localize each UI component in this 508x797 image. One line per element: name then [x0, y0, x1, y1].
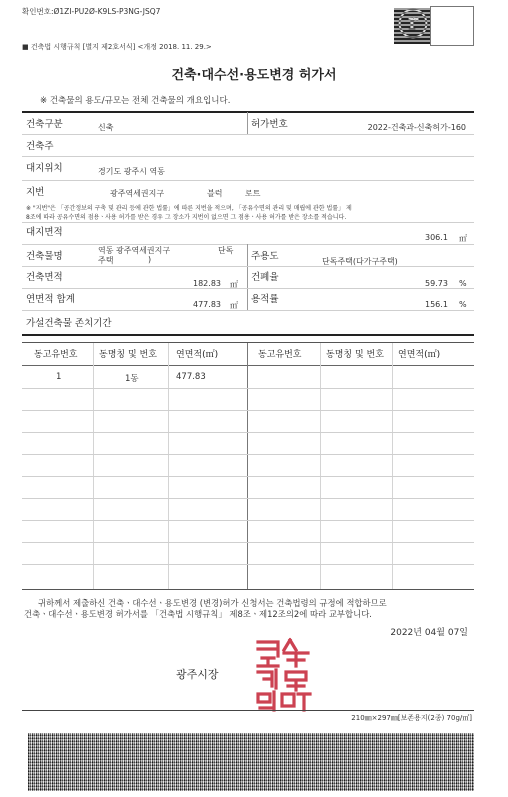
- form-reference: ■ 건축법 시행규칙 [별지 제2호서식] <개정 2018. 11. 29.>: [22, 43, 212, 51]
- lot-note-line-2: 8조에 따라 공유수면의 점용ㆍ사용 허가를 받은 경우 그 장소가 지번이 없으면 그 점용ㆍ사용 허가를 받은 장소를 적습니다.: [26, 214, 347, 221]
- row-rule: [22, 288, 474, 289]
- table-header-floor-area-right: 연면적(㎡): [398, 350, 441, 360]
- table-row-line: [22, 454, 474, 455]
- row-rule: [22, 244, 474, 245]
- row-rule: [22, 266, 474, 267]
- temporary-building-label: 가설건축물 존치기간: [26, 318, 112, 329]
- issue-date: 2022년 04월 07일: [390, 628, 468, 638]
- security-pattern-overlay: [28, 733, 474, 791]
- total-floor-area-unit: ㎡: [230, 301, 238, 310]
- column-divider: [247, 244, 248, 310]
- site-area-unit: ㎡: [459, 234, 467, 243]
- notice-text: ※ 건축물의 용도/규모는 전체 건축물의 개요입니다.: [40, 96, 231, 106]
- table-column-line: [93, 343, 94, 589]
- table-row-line: [22, 498, 474, 499]
- coverage-ratio-value: 59.73: [425, 279, 448, 288]
- lot-number-lot: 로트: [245, 189, 261, 198]
- column-divider: [247, 112, 248, 134]
- document-logo: ⓡ: [398, 8, 428, 43]
- issuer-name: 광주시장: [176, 668, 219, 681]
- table-row-line: [22, 542, 474, 543]
- coverage-ratio-label: 건폐율: [251, 272, 279, 283]
- floor-area-ratio-unit: %: [459, 300, 467, 309]
- table-row-line: [22, 432, 474, 433]
- table-cell-floor-area: 477.83: [176, 372, 206, 382]
- lot-note-line-1: ※ "지번"은 「공간정보의 구축 및 관리 등에 관한 법률」에 따른 지번을 적으며, 「공유수면의 관리 및 매립에 관한 법률」 제: [26, 205, 352, 212]
- permit-number-label: 허가번호: [251, 119, 288, 130]
- building-name-label: 건축물명: [26, 251, 63, 262]
- table-bottom-rule: [22, 589, 474, 590]
- bottom-rule: [22, 710, 474, 711]
- main-use-value: 단독주택(다가구주택): [322, 257, 398, 266]
- floor-area-ratio-label: 용적률: [251, 294, 279, 305]
- row-rule: [22, 156, 474, 157]
- table-cell-building-name: 1동: [125, 374, 139, 384]
- main-use-label: 주용도: [251, 251, 279, 262]
- table-column-line: [320, 343, 321, 589]
- site-location-value: 경기도 광주시 역동: [98, 167, 165, 176]
- table-header-building-id-left: 동고유번호: [34, 350, 78, 360]
- building-area-unit: ㎡: [230, 280, 238, 289]
- site-area-label: 대지면적: [26, 227, 63, 238]
- table-header-rule: [22, 365, 474, 366]
- lot-number-label: 지번: [26, 187, 45, 198]
- confirmation-number: 확인번호:Ø1ZI-PU2Ø-K9LS-P3NG-JSQ7: [22, 7, 161, 16]
- building-name-value-1: 역동 광주역세권지구: [98, 246, 171, 255]
- row-rule: [22, 180, 474, 181]
- lot-number-district: 광주역세권지구: [110, 189, 165, 198]
- statement-line-2: 건축ㆍ대수선ㆍ용도변경 허가서를 「건축법 시행규칙」 제8조ㆍ제12조의2에 따라 교부합니다.: [24, 609, 372, 619]
- paper-spec: 210㎜×297㎜[보존용지(2종) 70g/㎡]: [351, 714, 472, 722]
- row-rule: [22, 134, 474, 135]
- table-row-line: [22, 564, 474, 565]
- building-area-value: 182.83: [193, 279, 221, 288]
- building-area-label: 건축면적: [26, 272, 63, 283]
- row-rule: [22, 222, 474, 223]
- floor-area-ratio-value: 156.1: [425, 300, 448, 309]
- total-floor-area-label: 연면적 합계: [26, 294, 75, 305]
- table-top-rule: [22, 342, 474, 343]
- statement-line-1: 귀하께서 제출하신 건축ㆍ대수선ㆍ용도변경 (변경)허가 신청서는 건축법령의 규정에 적합하므로: [38, 598, 387, 608]
- table-column-line: [247, 343, 248, 589]
- table-column-line: [168, 343, 169, 589]
- permit-number-value: 2022-건축과-신축허가-160: [367, 123, 466, 132]
- table-row-line: [22, 410, 474, 411]
- seal-box: [430, 6, 474, 46]
- build-type-value: 신축: [98, 123, 114, 132]
- section-rule: [22, 334, 474, 336]
- table-header-floor-area-left: 연면적(㎡): [176, 350, 219, 360]
- table-header-building-name-left: 동명칭 및 번호: [99, 350, 157, 360]
- building-name-value-3: 주택: [98, 256, 114, 265]
- table-header-building-name-right: 동명칭 및 번호: [326, 350, 384, 360]
- coverage-ratio-unit: %: [459, 279, 467, 288]
- table-row-line: [22, 476, 474, 477]
- building-name-value-2: 단독: [218, 246, 234, 255]
- owner-label: 건축주: [26, 141, 54, 152]
- table-row-line: [22, 388, 474, 389]
- building-name-value-4: ): [148, 255, 152, 264]
- top-rule: [22, 111, 474, 113]
- table-header-building-id-right: 동고유번호: [258, 350, 302, 360]
- row-rule: [22, 310, 474, 311]
- build-type-label: 건축구분: [26, 119, 63, 130]
- site-area-value: 306.1: [425, 233, 448, 242]
- site-location-label: 대지위치: [26, 163, 63, 174]
- total-floor-area-value: 477.83: [193, 300, 221, 309]
- official-seal: [254, 636, 314, 716]
- table-cell-building-id: 1: [56, 372, 62, 382]
- lot-number-block: 블럭: [207, 189, 223, 198]
- table-column-line: [392, 343, 393, 589]
- page-title: 건축·대수선·용도변경 허가서: [171, 68, 337, 83]
- table-row-line: [22, 520, 474, 521]
